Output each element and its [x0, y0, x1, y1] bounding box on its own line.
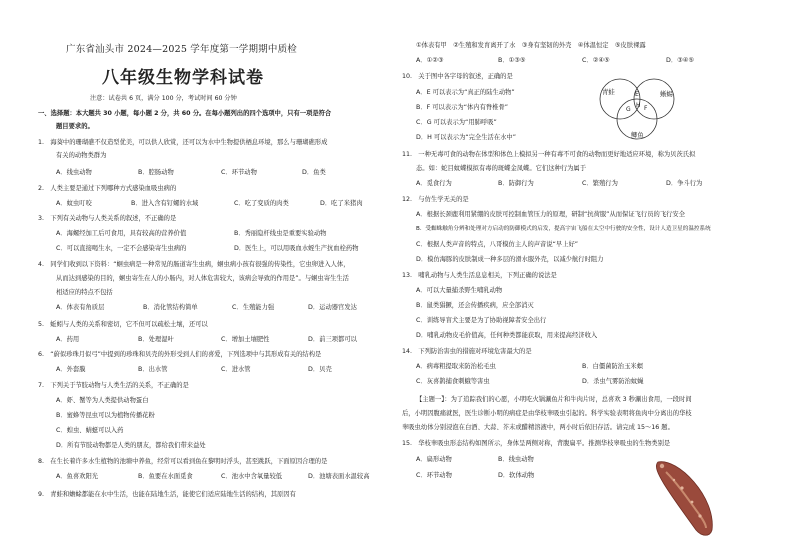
q14-option: D．杀虫气雾防治蚊蝇: [582, 378, 644, 385]
q9-option: C．②④⑤: [582, 57, 610, 64]
q8-option: B．鱼要在水面觅食: [138, 473, 193, 480]
q4-line-3: 相适应的特点不包括: [56, 289, 113, 296]
q13-option: B．鼠类猖獗，还会传播疾病，应全部消灭: [416, 302, 534, 309]
q10-option: A．E 可以表示为“真正的陆生动物”: [416, 89, 515, 96]
q1-option: D．鱼类: [302, 169, 326, 176]
q9-option: B．①③⑤: [498, 57, 526, 64]
q11-option: A．觅食行为: [416, 180, 452, 187]
q10-option: D．H 可以表示为“完全生活在水中”: [416, 134, 516, 141]
topic-line-1: 【主题一】：为了追踪我们的心愿，小明吃火锅涮鱼片和牛肉片时，总喜欢 3 秒涮出食用，一段时间: [416, 396, 692, 403]
q11-line-2: 态。如：蛇目蚊蝶模拟有毒的斑蝶金凤蝶。它们这种行为属于: [416, 165, 587, 172]
q9-option: A．①②③: [416, 57, 444, 64]
q3-option: A．海螺经加工后可食用，具有较高的营养价值: [56, 230, 187, 237]
topic-line-2: 后，小明因腹痛就医，医生诊断小明的病症是由华枝睾吸虫引起的。科学实验表明将鱼肉中分离出的华枝: [402, 410, 692, 417]
venn-label-lizard: 蜥蜴: [660, 90, 673, 98]
venn-letter-f: F: [644, 105, 648, 112]
q4-line-1: 4. 同学们收到以下资料：“蛔虫病是一种常见的肠道寄生虫病，蛔虫病小孩有很强的传染性，它虫卵进入人体，: [38, 261, 350, 268]
q13-option: C．训练导盲犬主要是为了协助视障者安全出行: [416, 317, 547, 324]
q4-option: C．生殖能力强: [232, 304, 275, 311]
q11-option: D．争斗行为: [666, 180, 703, 187]
q10-option: C．G 可以表示为“用肺呼吸”: [416, 119, 497, 126]
topic-line-3: 睾吸虫幼体分别浸泡在白酒、大蒜、芥末或醋精溶液中，两小时后依旧存活。请完成 15～16 题。: [402, 424, 674, 431]
q3-option: B．秀丽隐杆线虫是重要实验动物: [234, 230, 327, 237]
q13-option: D．哺乳动物皮毛价值高，任何种类都能获取，用来提高经济收入: [416, 332, 598, 339]
q12-option: B．受蜘蛛触角分辨和处理对方启动的防御模式的启发，提高宇宙飞船在太空中行驶的安全性，设计人造卫星的温控系统: [416, 226, 711, 232]
q7-option: B．蜜蜂等昆虫可以为植物传播花粉: [56, 412, 155, 419]
q2-option: A．蚊虫叮咬: [56, 200, 92, 207]
q3-option: D．医生上，可以用吸血水蛭生产抗血栓药物: [234, 245, 359, 252]
q9-option: D．③④⑤: [666, 57, 695, 64]
q12-option: A．根据长颈鹿利用紧绷的皮肤可控制血管压力的原理，研制“抗荷服”从而保证飞行员的飞行安全: [416, 211, 686, 218]
q4-option: A．体表有角质层: [56, 304, 105, 311]
q15-option: A．扁形动物: [416, 456, 452, 463]
venn-letter-e: E: [635, 91, 639, 98]
q1-line-2: 有关的动物类群为: [56, 152, 107, 159]
q11-option: C．繁殖行为: [582, 180, 618, 187]
q1-option: C．环节动物: [221, 169, 257, 176]
q9-line-1: 9. 青蛙和蟾蜍都能在水中生活，也能在陆地生活，能使它们适应陆地生活的结构，其原因有: [38, 491, 296, 498]
venn-diagram: [588, 77, 688, 141]
exam-subtitle: 八年级生物学科试卷: [102, 68, 264, 88]
section-heading-line-1: 一、选择题：本大题共 30 小题，每小题 2 分，共 60 分。在每小题列出的四个选项中，只有一项是符合: [38, 110, 332, 117]
q15-option: C．环节动物: [416, 472, 452, 479]
venn-label-carp: 鲫鱼: [631, 131, 644, 139]
left-column: [38, 0, 398, 550]
q11-line-1: 11. 一种无毒可食的动物在体型和体色上模拟另一种有毒不可食的动物而更好地适应环境，称为贝茨氏拟: [402, 151, 696, 158]
q12-option: C．根据人类声音的特点，八哥模仿主人的声音说“早上好”: [416, 241, 579, 248]
q3-line-1: 3. 下列有关动物与人类关系的叙述，不正确的是: [38, 215, 177, 222]
q14-option: B．白僵菌防治玉米螟: [582, 363, 643, 370]
q5-line-1: 5. 蚯蚓与人类的关系和密切，它不但可以疏松土壤，还可以: [38, 321, 208, 328]
q4-option: D．运动器官发达: [308, 304, 357, 311]
q7-line-1: 7. 下列关于节肢动物与人类生活的关系，不正确的是: [38, 382, 189, 389]
q6-option: A．外套膜: [56, 366, 86, 373]
q2-line-1: 2. 人类主要是通过下列哪种方式感染血吸虫病的: [38, 185, 177, 192]
q14-option: C．灰喜鹊捕食刺蛾等害虫: [416, 378, 490, 385]
q1-option: B．腔肠动物: [138, 169, 174, 176]
q4-line-2: 从而达到感染的目的，蛔虫寄生在人的小肠内，对人体危害较大，该病会导致的作用是”。与蛔虫寄生生活: [56, 275, 349, 282]
q6-option: B．出水管: [138, 366, 168, 373]
q11-option: B．防御行为: [498, 180, 534, 187]
q9-items: ①体表有甲 ②生殖和发育离开了水 ③身有坚韧的外壳 ④体温恒定 ⑤皮肤裸露: [416, 42, 646, 49]
q8-option: A．鱼喜欢阳光: [56, 473, 99, 480]
venn-letter-h: H: [636, 102, 641, 109]
q5-option: B．处理湿叶: [138, 336, 174, 343]
exam-note: 注意：试卷共 6 页，满分 100 分，考试时间 60 分钟: [90, 95, 237, 102]
q7-option: C．蝗虫、蜻蜓可以入药: [56, 427, 124, 434]
q15-option: B．线虫动物: [498, 456, 534, 463]
section-heading-line-2: 题目要求的。: [56, 123, 94, 130]
liver-fluke-image: [652, 458, 718, 538]
q13-option: A．可以大量捕杀野生哺乳动物: [416, 287, 503, 294]
q7-option: A．虾、蟹等为人类提供动物蛋白: [56, 397, 149, 404]
q8-option: D．池塘表面水温较高: [308, 473, 370, 480]
q6-option: D．贝壳: [308, 366, 332, 373]
q4-option: B．消化管结构简单: [143, 304, 198, 311]
q10-option: B．F 可以表示为“体内有脊椎骨”: [416, 104, 509, 111]
q2-option: B．进入含有钉螺的水域: [131, 200, 199, 207]
q3-option: C．可以直接喝生水，一定不会感染寄生虫病的: [56, 245, 187, 252]
q5-option: D．前三项都可以: [308, 336, 357, 343]
q2-option: D．吃了米猪肉: [320, 200, 363, 207]
q12-line-1: 12. 与仿生学无关的是: [402, 196, 469, 203]
q15-option: D．软体动物: [498, 472, 535, 479]
right-column: [402, 0, 758, 550]
q12-option: D．模仿海豚的皮肤制成一种多层的滑水服外壳，以减少航行时阻力: [416, 256, 604, 263]
q6-option: C．进水管: [221, 366, 251, 373]
q7-option: D．所有节肢动物都是人类的朋友，都给我们带来益处: [56, 442, 206, 449]
q5-option: A．药用: [56, 336, 80, 343]
venn-letter-g: G: [626, 106, 631, 113]
q14-option: A．病毒粗提取来防治松毛虫: [416, 363, 496, 370]
exam-title: 广东省汕头市 2024—2025 学年度第一学期期中质检: [66, 44, 297, 55]
q10-line-1: 10. 关于图中各字母的叙述，正确的是: [402, 73, 513, 80]
q1-line-1: 1. 海葵中的珊瑚礁不仅造型优美，可以供人欣赏，还可以为水中生物提供栖息环境，那么与珊瑚礁形成: [38, 139, 328, 146]
q2-option: C．吃了变质的肉类: [234, 200, 289, 207]
q1-option: A．线虫动物: [56, 169, 92, 176]
q6-line-1: 6. “蔚似珍珠月似弓”中提到的珍珠和贝壳的外形受到人们的喜爱，下列选项中与其形成有关的结构是: [38, 351, 322, 358]
q5-option: C．增加土壤肥性: [221, 336, 270, 343]
q8-line-1: 8. 在生长着许多水生植物的池塘中养鱼，经常可以看到鱼在黎明时浮头，甚至跳跃，下面原因合理的是: [38, 458, 328, 465]
q14-line-1: 14. 下列防治害虫的措施对环境危害最大的是: [402, 348, 532, 355]
q15-line-1: 15. 华枝睾吸虫形态结构如图所示，身体呈两侧对称，背腹扁平。推测华枝睾吸虫的生物类别是: [402, 440, 671, 447]
q8-option: C．池水中含氧量较低: [221, 473, 283, 480]
venn-label-frog: 青蛙: [602, 88, 615, 96]
q13-line-1: 13. 哺乳动物与人类生活息息相关，下列正确的说法是: [402, 272, 557, 279]
